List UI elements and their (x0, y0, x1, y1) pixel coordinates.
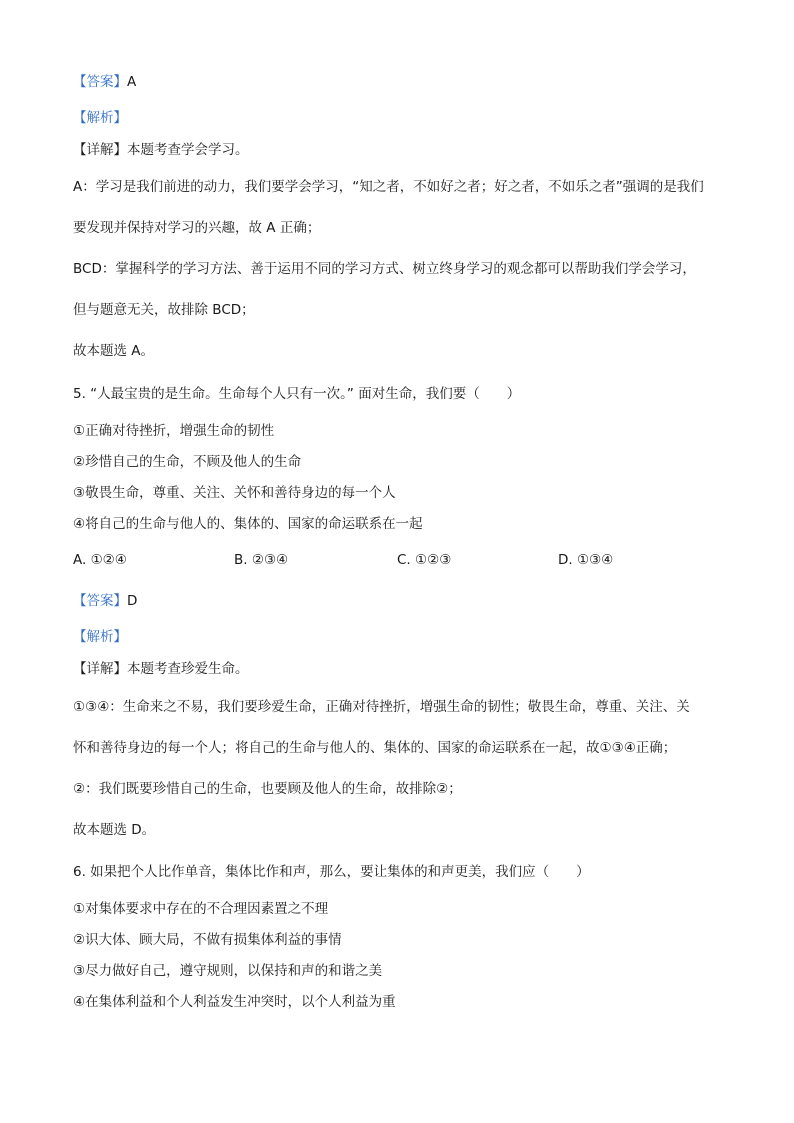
q4-conclusion: 故本题选 A。 (73, 343, 155, 359)
q6-item: ③尽力做好自己，遵守规则，以保持和声的和谐之美 (73, 963, 383, 979)
answer-value: D (127, 593, 138, 609)
q5-detail-line (73, 660, 249, 678)
q5-analysis-tag: 【解析】 (73, 629, 127, 645)
q5-option-c: C. ①②③ (397, 552, 452, 568)
q5-item: ①正确对待挫折，增强生命的韧性 (73, 423, 275, 439)
q5-item: ④将自己的生命与他人的、集体的、国家的命运联系在一起 (73, 516, 423, 532)
detail-text: 本题考查学会学习。 (127, 142, 249, 158)
detail-tag: 【详解】 (73, 142, 127, 158)
answer-tag: 【答案】 (73, 74, 127, 90)
q4-explain-line: A：学习是我们前进的动力，我们要学会学习，“知之者，不如好之者；好之者，不如乐之者”强调的是我们 (73, 179, 704, 195)
q6-item: ①对集体要求中存在的不合理因素置之不理 (73, 901, 329, 917)
q5-item: ③敬畏生命，尊重、关注、关怀和善待身边的每一个人 (73, 485, 396, 501)
answer-value: A (127, 74, 137, 90)
detail-text: 本题考查珍爱生命。 (127, 661, 249, 677)
q4-answer-line (73, 73, 136, 91)
q6-stem: 6. 如果把个人比作单音，集体比作和声，那么，要让集体的和声更美，我们应（ ） (73, 864, 590, 880)
q6-item: ②识大体、顾大局，不做有损集体利益的事情 (73, 932, 342, 948)
q5-item: ②珍惜自己的生命，不顾及他人的生命 (73, 454, 302, 470)
q5-option-b: B. ②③④ (234, 552, 289, 568)
q6-item: ④在集体利益和个人利益发生冲突时，以个人利益为重 (73, 994, 396, 1010)
q5-explain-line: 怀和善待身边的每一个人；将自己的生命与他人的、集体的、国家的命运联系在一起，故①③④正确； (73, 740, 677, 756)
q4-explain-line: 要发现并保持对学习的兴趣，故 A 正确； (73, 220, 321, 236)
q5-explain-line: ②：我们既要珍惜自己的生命，也要顾及他人的生命，故排除②； (73, 781, 462, 797)
q4-explain-line: BCD：掌握科学的学习方法、善于运用不同的学习方式、树立终身学习的观念都可以帮助我们学会学习， (73, 261, 696, 277)
q5-answer-line (73, 592, 137, 610)
q5-option-a: A. ①②④ (73, 552, 127, 568)
q5-option-d: D. ①③④ (558, 552, 614, 568)
answer-tag: 【答案】 (73, 593, 127, 609)
q5-explain-line: ①③④：生命来之不易，我们要珍爱生命，正确对待挫折，增强生命的韧性；敬畏生命，尊重、关注、关 (73, 699, 690, 715)
q5-stem: 5. “人最宝贵的是生命。生命每个人只有一次。” 面对生命，我们要（ ） (73, 386, 521, 402)
q4-explain-line: 但与题意无关，故排除 BCD； (73, 302, 255, 318)
q5-conclusion: 故本题选 D。 (73, 822, 156, 838)
q4-analysis-tag: 【解析】 (73, 110, 127, 126)
q4-detail-line (73, 141, 249, 159)
detail-tag: 【详解】 (73, 661, 127, 677)
